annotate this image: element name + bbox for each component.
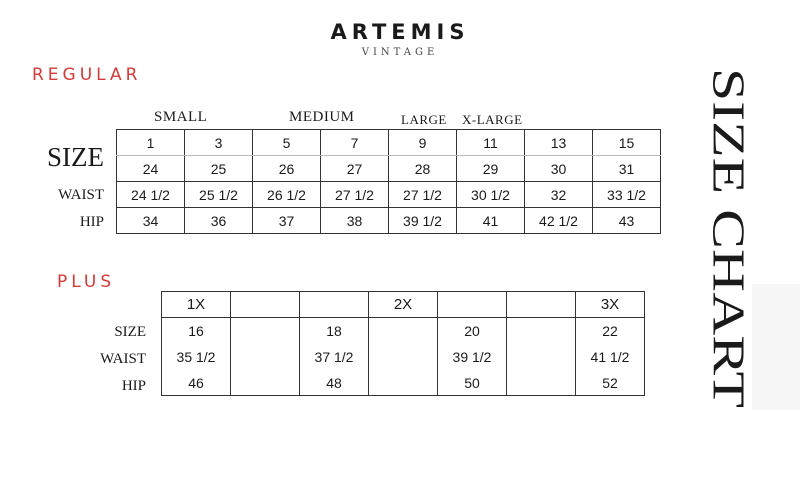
regular-cell: 25 1/2 [185, 182, 253, 208]
plus-cell [507, 318, 576, 344]
regular-cell: 26 1/2 [253, 182, 321, 208]
vertical-title-svg [696, 68, 755, 413]
group-xlarge: X-LARGE [462, 112, 523, 127]
plus-row [162, 370, 645, 396]
plus-cell: 48 [300, 370, 369, 396]
brand-logo: ARTEMIS [330, 20, 470, 44]
regular-cell: 42 1/2 [525, 208, 593, 234]
plus-cell [231, 370, 300, 396]
regular-cell: 31 [593, 156, 661, 182]
plus-cell: 35 1/2 [162, 344, 231, 370]
regular-cell: 24 1/2 [117, 182, 185, 208]
regular-cell: 30 1/2 [457, 182, 525, 208]
plus-size-table [161, 291, 645, 396]
regular-cell: 5 [253, 130, 321, 156]
regular-cell: 41 [457, 208, 525, 234]
regular-row [117, 182, 661, 208]
regular-cell: 28 [389, 156, 457, 182]
regular-cell: 25 [185, 156, 253, 182]
regular-cell: 24 [117, 156, 185, 182]
plus-cell [507, 292, 576, 318]
regular-cell: 32 [525, 182, 593, 208]
plus-cell [507, 344, 576, 370]
plus-cell: 2X [369, 292, 438, 318]
vertical-title-text: SIZE CHART [703, 68, 755, 330]
plus-cell: 41 1/2 [576, 344, 645, 370]
regular-row [117, 208, 661, 234]
plus-waist-label: WAIST [100, 351, 146, 367]
regular-cell: 37 [253, 208, 321, 234]
group-small: SMALL [154, 109, 208, 125]
regular-cell: 9 [389, 130, 457, 156]
regular-cell: 33 1/2 [593, 182, 661, 208]
brand-subtitle: VINTAGE [361, 47, 439, 58]
plus-cell [507, 370, 576, 396]
regular-row [117, 156, 661, 182]
plus-size-label: SIZE [114, 324, 146, 340]
plus-row [162, 344, 645, 370]
regular-cell: 27 1/2 [389, 182, 457, 208]
plus-cell [369, 344, 438, 370]
group-large: LARGE [401, 112, 447, 127]
regular-cell: 11 [457, 130, 525, 156]
plus-cell [300, 292, 369, 318]
plus-cell [369, 370, 438, 396]
regular-cell: 26 [253, 156, 321, 182]
regular-cell: 3 [185, 130, 253, 156]
regular-cell: 15 [593, 130, 661, 156]
plus-cell: 22 [576, 318, 645, 344]
plus-cell [369, 318, 438, 344]
plus-cell [231, 292, 300, 318]
regular-hip-label: HIP [79, 214, 104, 230]
regular-cell: 27 1/2 [321, 182, 389, 208]
plus-heading: PLUS [57, 272, 116, 292]
regular-cell: 27 [321, 156, 389, 182]
size-chart-vertical-title [696, 68, 755, 413]
plus-cell: 16 [162, 318, 231, 344]
plus-cell: 1X [162, 292, 231, 318]
plus-row [162, 318, 645, 344]
plus-cell: 18 [300, 318, 369, 344]
side-shade [752, 284, 800, 410]
regular-cell: 34 [117, 208, 185, 234]
regular-size-label: SIZE [47, 142, 104, 172]
regular-size-table [116, 129, 661, 234]
regular-waist-label: WAIST [58, 187, 104, 203]
regular-cell: 38 [321, 208, 389, 234]
regular-cell: 13 [525, 130, 593, 156]
regular-cell: 1 [117, 130, 185, 156]
plus-row [162, 292, 645, 318]
group-medium: MEDIUM [289, 109, 355, 125]
regular-cell: 7 [321, 130, 389, 156]
plus-cell [231, 344, 300, 370]
plus-cell: 37 1/2 [300, 344, 369, 370]
regular-cell: 29 [457, 156, 525, 182]
regular-cell: 36 [185, 208, 253, 234]
plus-cell: 50 [438, 370, 507, 396]
plus-cell [438, 292, 507, 318]
regular-row [117, 130, 661, 156]
plus-cell: 39 1/2 [438, 344, 507, 370]
regular-cell: 39 1/2 [389, 208, 457, 234]
plus-cell: 20 [438, 318, 507, 344]
plus-cell: 3X [576, 292, 645, 318]
regular-cell: 30 [525, 156, 593, 182]
plus-cell: 52 [576, 370, 645, 396]
plus-hip-label: HIP [121, 378, 146, 394]
plus-cell: 46 [162, 370, 231, 396]
regular-cell: 43 [593, 208, 661, 234]
regular-heading: REGULAR [32, 65, 142, 85]
plus-cell [231, 318, 300, 344]
